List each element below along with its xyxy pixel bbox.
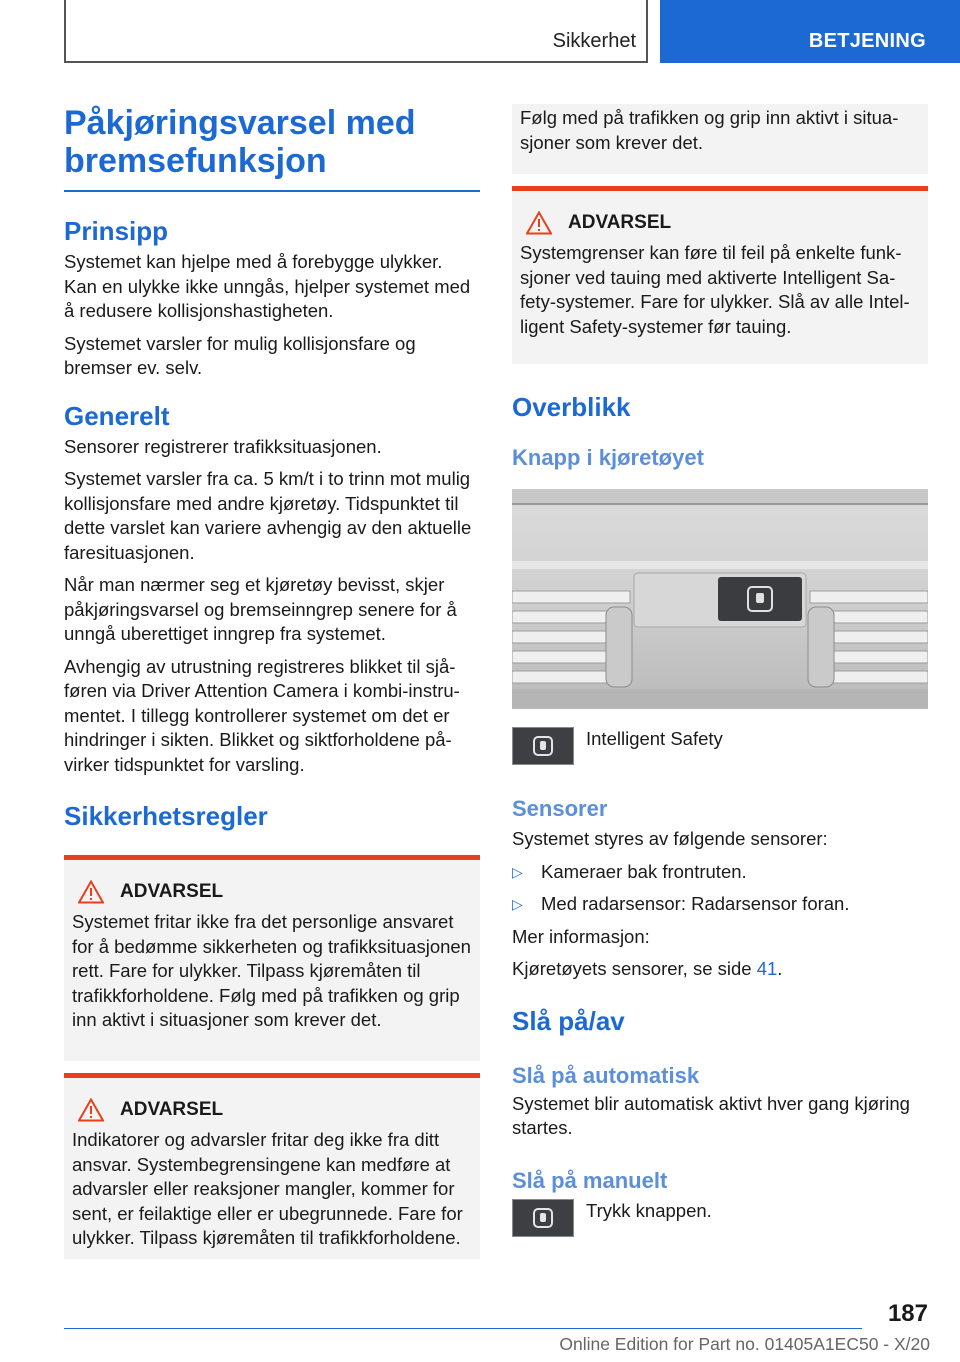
- warning-text: Systemet fritar ikke fra det personlige ansvaret for å bedømme sikkerheten og trafikksituasjonen rett. Fare for ulykker. Tilpass kjøremåten til trafikkforholdene. Følg med på trafikken og grip inn aktivt i situasjoner som krever det.: [72, 911, 471, 1030]
- right-column: [512, 104, 928, 472]
- general-paragraph-2: Systemet varsler fra ca. 5 km/t i to trinn mot mulig kollisjonsfare med andre kjøretøy. Tidspunktet til dette varslet kan variere avhengig av den aktuelle faresituasjonen.: [64, 468, 472, 563]
- footer-rule: [64, 1328, 862, 1329]
- heading-sensors: Sensorer: [512, 796, 608, 821]
- cross-reference-text: Kjøretøyets sensorer, se side: [512, 958, 757, 979]
- more-info-label: Mer informasjon:: [512, 925, 650, 947]
- manual-on-text: Trykk knappen.: [586, 1199, 712, 1221]
- heading-manual-on: Slå på manuelt: [512, 1167, 668, 1193]
- list-bullet-icon: ▷: [512, 863, 523, 880]
- intelligent-safety-button: [512, 727, 574, 765]
- cross-reference-end: .: [777, 958, 783, 979]
- list-item: [512, 860, 928, 885]
- sensors-intro: Systemet styres av følgende sensorer:: [512, 828, 828, 849]
- general-paragraph-4: Avhengig av utrustning registreres blikket til sjåføren via Driver Attention Camera i kombi-instrumentet. I tillegg kontrollerer systemet om det er hindringer i sikten. Blikket og siktforholdene påvirker tidspunktet for varsling.: [64, 655, 460, 775]
- warning-label: ADVARSEL: [120, 881, 224, 902]
- list-bullet-icon: ▷: [512, 896, 523, 912]
- general-paragraph-1: Sensorer registrerer trafikksituasjonen.: [64, 435, 382, 457]
- left-column: [64, 104, 480, 1259]
- heading-on-off: Slå på/av: [512, 1005, 625, 1036]
- warning-text: Indikatorer og advarsler fritar deg ikke fra ditt ansvar. Systembegrensingene kan medføre at advarsler eller reaksjoner mangler, kommer for sent, er feilaktige eller er ubegrunnede. Fare for ulykker. Tilpass kjøremåten til trafikkforholdene.: [72, 1129, 463, 1248]
- heading-safety-rules: Sikkerhetsregler: [64, 801, 268, 831]
- intelligent-safety-button: [512, 1199, 574, 1237]
- warning-triangle-icon: [526, 211, 552, 235]
- manual-on-row: [512, 1199, 928, 1237]
- warning-header: [72, 880, 472, 904]
- header-chapter-tab: BETJENING: [660, 0, 960, 63]
- warning-header: [520, 211, 920, 235]
- warning-label: ADVARSEL: [120, 1099, 224, 1120]
- sensor-item-2: Med radarsensor: Radarsensor foran.: [541, 893, 850, 914]
- cross-reference: [512, 957, 928, 982]
- warning-header: [72, 1098, 472, 1122]
- heading-auto-on: Slå på automatisk: [512, 1062, 700, 1088]
- header-section: Sikkerhet: [552, 30, 636, 52]
- list-item: [512, 892, 928, 917]
- right-column-lower: [512, 727, 928, 1237]
- page-title: [64, 104, 480, 180]
- warning-continuation: [512, 104, 928, 174]
- auto-on-text: Systemet blir automatisk aktivt hver gang kjøring startes.: [512, 1092, 910, 1138]
- warning-box-3: [512, 186, 928, 364]
- principle-paragraph-2: Systemet varsler for mulig kollisjonsfare og bremser ev. selv.: [64, 332, 416, 378]
- warning-box-1: [64, 855, 480, 1061]
- warning-triangle-icon: [78, 1098, 104, 1122]
- heading-overview: Overblikk: [512, 392, 631, 422]
- button-legend-row: [512, 727, 928, 765]
- heading-general: Generelt: [64, 400, 170, 431]
- principle-paragraph-1: Systemet kan hjelpe med å forebygge ulykker. Kan en ulykke ikke unngås, hjelper systemet med å redusere kollisjonshastigheten.: [64, 251, 471, 321]
- intelligent-safety-icon: [531, 734, 555, 758]
- warning-continuation-text: Følg med på trafikken og grip inn aktivt i situasjoner som krever det.: [520, 107, 899, 153]
- title-rule: [64, 190, 480, 192]
- page-title-line2: bremsefunksjon: [64, 142, 327, 180]
- heading-principle: Prinsipp: [64, 216, 169, 246]
- general-paragraph-3: Når man nærmer seg et kjøretøy bevisst, skjer påkjøringsvarsel og bremseinngrep senere for å unngå uberettiget inngrep fra systemet.: [64, 574, 457, 644]
- page-title-line1: Påkjøringsvarsel med: [64, 104, 416, 142]
- warning-box-2: [64, 1073, 480, 1259]
- page-number: 187: [887, 1300, 928, 1327]
- intelligent-safety-icon: [531, 1206, 555, 1230]
- warning-text: Systemgrenser kan føre til feil på enkelte funksjoner ved tauing med aktiverte Intelligent Safety-systemer. Fare for ulykker. Slå av alle Intelligent Safety-systemer før tauing.: [520, 242, 910, 337]
- warning-triangle-icon: [78, 880, 104, 904]
- sensor-item-1: Kameraer bak frontruten.: [541, 860, 747, 882]
- button-legend-label: Intelligent Safety: [586, 728, 723, 749]
- footer-edition: Online Edition for Part no. 01405A1EC50 - X/20: [559, 1334, 930, 1354]
- heading-button-in-vehicle: Knapp i kjøretøyet: [512, 445, 704, 470]
- dashboard-button-photo: [512, 489, 928, 709]
- warning-label: ADVARSEL: [568, 212, 672, 233]
- page-reference-link[interactable]: 41: [756, 958, 778, 979]
